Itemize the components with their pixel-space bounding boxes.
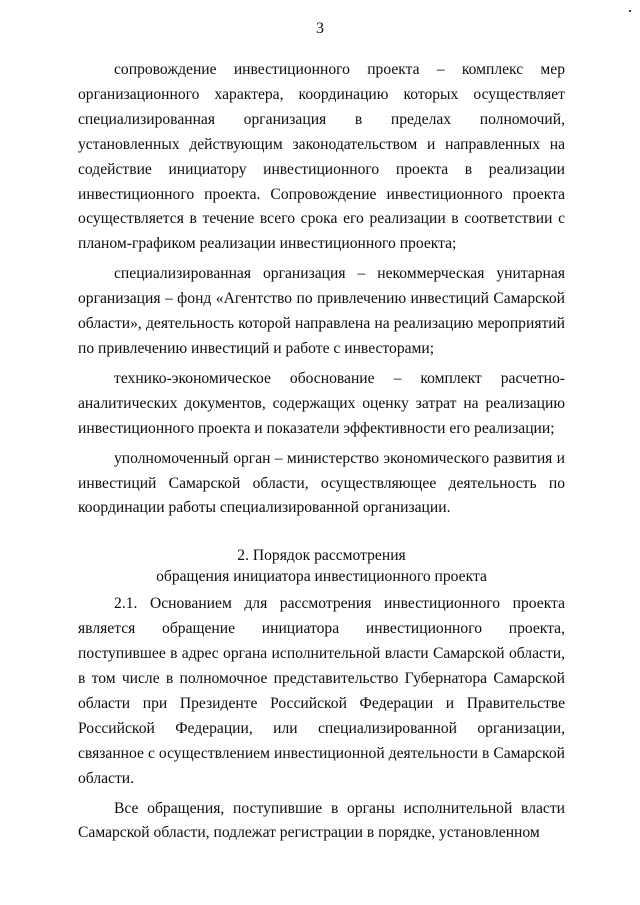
section-heading-line-2: обращения инициатора инвестиционного проекта xyxy=(156,568,487,586)
corner-scan-mark xyxy=(629,10,631,12)
clause-paragraph-2-1: 2.1. Основанием для рассмотрения инвестиционного проекта является обращение инициатора инвестиционного проекта, поступившее в адрес органа исполнительной власти Самарской области, в том числе в полномочное представительство Губернатора Самарской области при Президенте Российской Федерации и Правительстве Российской Федерации, или специализированной организации, связанное с осуществлением инвестиционной деятельности в Самарской области. xyxy=(78,595,565,787)
definition-paragraph-authorized-body: уполномоченный орган – министерство экономического развития и инвестиций Самарской области, осуществляющее деятельность по координации работы специализированной организации. xyxy=(78,449,565,517)
page-number: 3 xyxy=(316,20,324,37)
section-heading-line-1: 2. Порядок рассмотрения xyxy=(237,547,406,565)
definition-paragraph-investment-support: сопровождение инвестиционного проекта – комплекс мер организационного характера, координацию которых осуществляет специализированная организация в пределах полномочий, установленных действующим законодательством и направленных на содействие инициатору инвестиционного проекта в реализации инвестиционного проекта. Сопровождение инвестиционного проекта осуществляется в течение всего срока его реализации в соответствии с планом-графиком реализации инвестиционного проекта; xyxy=(78,61,565,253)
clause-paragraph-registration: Все обращения, поступившие в органы исполнительной власти Самарской области, подлежат регистрации в порядке, установленном xyxy=(78,799,565,842)
section-heading xyxy=(78,545,565,587)
definition-paragraph-feasibility-study: технико-экономическое обоснование – комплект расчетно-аналитических документов, содержащих оценку затрат на реализацию инвестиционного проекта и показатели эффективности его реализации; xyxy=(78,369,565,437)
definition-paragraph-specialized-organization: специализированная организация – некоммерческая унитарная организация – фонд «Агентство по привлечению инвестиций Самарской области», деятельность которой направлена на реализацию мероприятий по привлечению инвестиций и работе с инвесторами; xyxy=(78,265,565,357)
document-body xyxy=(78,58,565,851)
